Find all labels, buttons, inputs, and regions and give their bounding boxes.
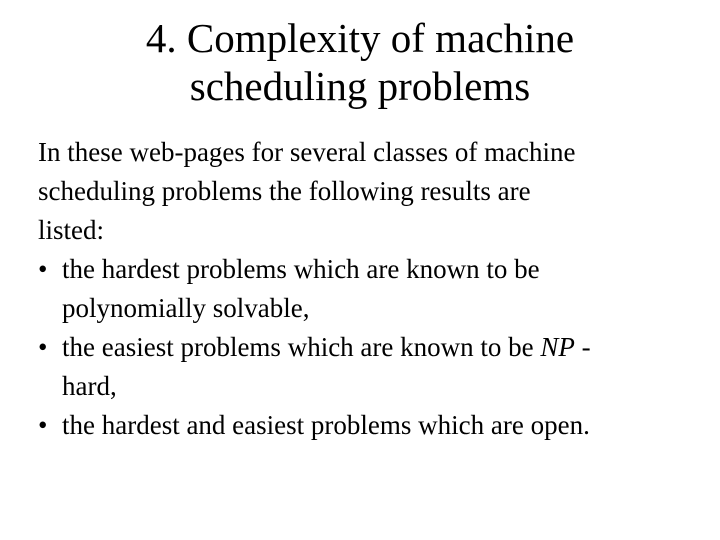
list-item-line-1: the hardest problems which are known to be [62, 254, 540, 284]
slide-title [0, 14, 720, 110]
slide-title-line-2: scheduling problems [189, 63, 531, 109]
bullet-marker: • [38, 332, 48, 362]
intro-line-2: scheduling problems the following results are [38, 176, 531, 206]
list-item-line-2: hard, [62, 371, 117, 401]
results-list [38, 250, 708, 445]
bullet-marker: • [38, 410, 48, 440]
list-item [38, 250, 708, 328]
list-item-line-1 [62, 328, 708, 367]
intro-paragraph [38, 133, 708, 250]
slide-title-line-1: 4. Complexity of machine [145, 15, 575, 61]
list-item-line-1: the hardest and easiest problems which are open. [62, 410, 590, 440]
list-item-text [62, 328, 708, 406]
list-item-text [62, 250, 708, 328]
bullet-marker: • [38, 254, 48, 284]
intro-line-3: listed: [38, 215, 104, 245]
np-term: NP [540, 332, 575, 362]
list-item-text [62, 406, 708, 445]
intro-line-1: In these web-pages for several classes of machine [38, 137, 576, 167]
list-item-text-part: the easiest problems which are known to be [62, 332, 541, 362]
list-item [38, 328, 708, 406]
list-item [38, 406, 708, 445]
list-item-text-part: - [574, 332, 591, 362]
slide-body [38, 133, 708, 445]
list-item-line-2: polynomially solvable, [62, 293, 310, 323]
